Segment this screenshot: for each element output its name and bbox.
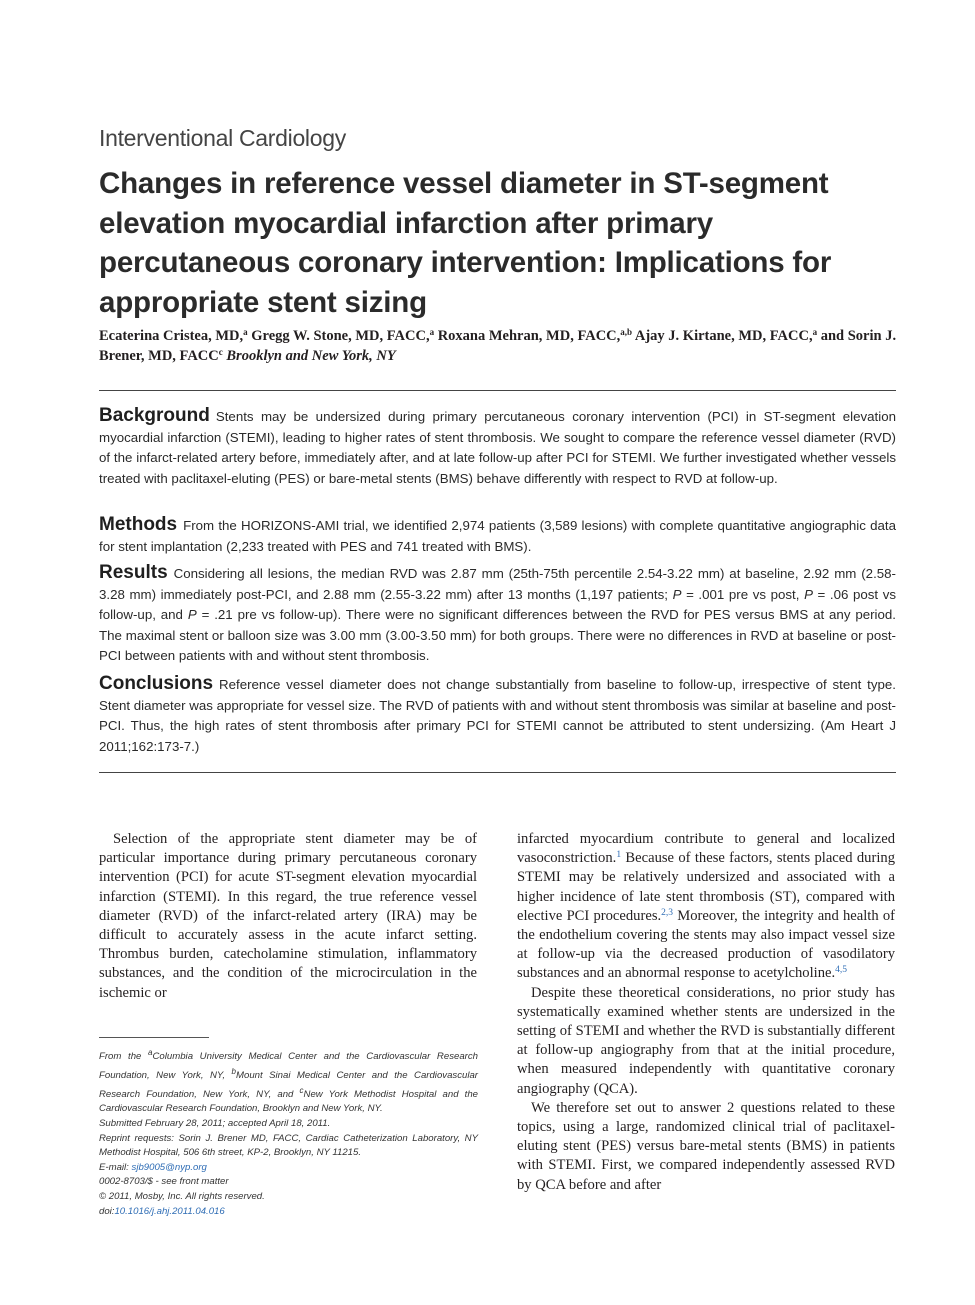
title-line: Changes in reference vessel diameter in ST-segment <box>99 167 829 200</box>
author-name: Roxana Mehran, MD, FACC, <box>437 328 621 344</box>
body-text: Moreover, the integrity and health of the endothelium covering the stents may also impact vessel size at follow-up via the decreased production of vasodilatory substances and an abnormal response to acetylcholine. <box>517 907 895 982</box>
abstract-heading: Conclusions <box>99 673 214 694</box>
abstract-text: Reference vessel diameter does not change substantially from baseline to follow-up, irrespective of stent type. Stent diameter was appropriate for vessel size. The RVD of patients with and without stent thrombosis was similar at baseline and post-PCI. Thus, the high rates of stent thrombosis after primary PCI for STEMI cannot be attributed to stent undersizing. (Am Heart J 2011;162:173-7.) <box>99 677 896 754</box>
abstract-heading: Methods <box>99 514 178 535</box>
abstract-text: Considering all lesions, the median RVD was 2.87 mm (25th-75th percentile 2.54-3.22 mm) at baseline, 2.92 mm (2.58-3.28 mm) immediately post-PCI, and 2.88 mm (2.55-3.22 mm) after 13 months (1,197 patients; <box>99 566 896 602</box>
doi-note <box>99 1205 478 1220</box>
abstract-bottom-rule <box>99 772 896 773</box>
affiliations-note <box>99 1046 478 1117</box>
abstract-text: = .06 post vs follow-up, and <box>99 586 897 623</box>
footnote-text: doi: <box>99 1205 115 1217</box>
abstract-text: From the HORIZONS-AMI trial, we identified 2,974 patients (3,589 lesions) with complete quantitative angiographic data for stent implantation (2,233 treated with PES and 741 treated with BMS). <box>99 518 896 554</box>
body-paragraph: We therefore set out to answer 2 questions related to these topics, using a large, randomized clinical trial of paclitaxel-eluting stent (PES) versus bare-metal stents (BMS) in patients with STEMI. First, we compared independently assessed RVD by QCA before and after <box>517 1099 895 1193</box>
p-value-symbol: P <box>804 586 813 602</box>
submitted-note: Submitted February 28, 2011; accepted April 18, 2011. <box>99 1117 331 1129</box>
title-line: elevation myocardial infarction after primary <box>99 206 713 240</box>
affiliation-mark: c <box>218 346 223 357</box>
citation-link[interactable]: 2,3 <box>661 907 674 918</box>
abstract-methods <box>99 515 896 557</box>
body-paragraph: Despite these theoretical considerations, no prior study has systematically examined whether stents are undersized in the setting of STEMI and whether the RVD is substantially different at follow-up angiography from that at the initial procedure, when measured independently with quantitative coronary angiography (QCA). <box>517 984 895 1097</box>
title-line: appropriate stent sizing <box>99 285 427 319</box>
affiliation-mark: c <box>299 1085 304 1095</box>
abstract-background <box>99 406 896 489</box>
affiliation-mark: b <box>231 1066 236 1076</box>
abstract-text: Stents may be undersized during primary percutaneous coronary intervention (PCI) in ST-segment elevation myocardial infarction (STEMI), leading to higher rates of stent thrombosis. We sought to compare the reference vessel diameter (RVD) of the infarct-related artery before, immediately after, and at late follow-up after PCI for STEMI. We further investigated whether vessels treated with paclitaxel-eluting (PES) or bare-metal stents (BMS) behave differently with respect to RVD at follow-up. <box>99 409 896 486</box>
footnote-text: Columbia University Medical Center and the Cardiovascular Research Foundation, New York, NY, <box>99 1051 478 1081</box>
abstract-conclusions <box>99 674 896 757</box>
abstract-top-rule <box>99 390 896 391</box>
email-note <box>99 1161 478 1176</box>
citation-link[interactable]: 4,5 <box>835 965 847 976</box>
section-label: Interventional Cardiology <box>99 125 346 151</box>
issn-note: 0002-8703/$ - see front matter <box>99 1176 229 1188</box>
footnotes <box>99 1046 478 1219</box>
affiliation-mark: a <box>148 1048 153 1057</box>
citation-link[interactable]: 1 <box>616 850 622 861</box>
reprint-note: Reprint requests: Sorin J. Brener MD, FACC, Cardiac Catheterization Laboratory, NY Methodist Hospital, 506 6th street, KP-2, Brooklyn, NY 11215. <box>99 1132 478 1159</box>
body-left-column <box>99 830 477 1003</box>
article-title <box>99 164 899 322</box>
abstract-text: = .21 pre vs follow-up). There were no significant differences between the RVD for PES versus BMS at any period. The maximal stent or balloon size was 3.00 mm (3.00-3.50 mm) for both groups. There were no differences in RVD at baseline or post-PCI between patients with and without stent thrombosis. <box>99 607 896 664</box>
footnote-text: E-mail: <box>99 1161 132 1173</box>
abstract-results <box>99 563 896 667</box>
body-text: Because of these factors, stents placed during STEMI may be relatively undersized and associated with a higher incidence of late stent thrombosis (ST), compared with elective PCI procedures. <box>517 850 895 924</box>
abstract-heading: Results <box>99 562 168 583</box>
author-name: Ecaterina Cristea, MD, <box>99 328 244 344</box>
footnote-text: New York Methodist Hospital and the Cardiovascular Research Foundation, Brooklyn and New York, NY. <box>99 1088 479 1115</box>
author-location: Brooklyn and New York, NY <box>226 347 396 364</box>
footnote-text: Mount Sinai Medical Center and the Cardiovascular Research Foundation, New York, NY, and <box>99 1069 478 1100</box>
body-right-column <box>517 830 895 1195</box>
p-value-symbol: P <box>672 586 682 602</box>
affiliation-mark: a <box>429 327 435 337</box>
abstract-text: = .001 pre vs post, <box>686 586 800 602</box>
p-value-symbol: P <box>187 607 197 623</box>
email-link[interactable]: sjb9005@nyp.org <box>131 1161 207 1173</box>
body-paragraph <box>517 830 895 984</box>
copyright-note: © 2011, Mosby, Inc. All rights reserved. <box>99 1190 265 1202</box>
abstract-heading: Background <box>99 405 210 426</box>
title-line: percutaneous coronary intervention: Implications for <box>99 246 832 279</box>
affiliation-mark: a,b <box>620 327 633 337</box>
author-list <box>99 327 899 366</box>
affiliation-mark: a <box>812 327 818 337</box>
author-name: Ajay J. Kirtane, MD, FACC, <box>634 328 813 344</box>
footnote-text: From the <box>99 1051 149 1063</box>
body-text: infarcted myocardium contribute to general and localized vasoconstriction. <box>517 831 895 867</box>
doi-link[interactable]: 10.1016/j.ahj.2011.04.016 <box>114 1205 225 1217</box>
affiliation-mark: a <box>243 327 248 337</box>
author-name: Gregg W. Stone, MD, FACC, <box>251 328 430 344</box>
body-paragraph: Selection of the appropriate stent diameter may be of particular importance during primary percutaneous coronary intervention (PCI) for acute ST-segment elevation myocardial infarction (STEMI). In this regard, the true reference vessel diameter (RVD) of the infarct-related artery (IRA) may be difficult to accurately assess in the acute infarct setting. Thrombus burden, catecholamine stimulation, inflammatory substances, and the condition of the microcirculation in the ischemic or <box>99 831 477 1001</box>
author-name: and Sorin J. Brener, MD, FACC <box>99 328 897 364</box>
footnote-rule <box>99 1037 209 1038</box>
